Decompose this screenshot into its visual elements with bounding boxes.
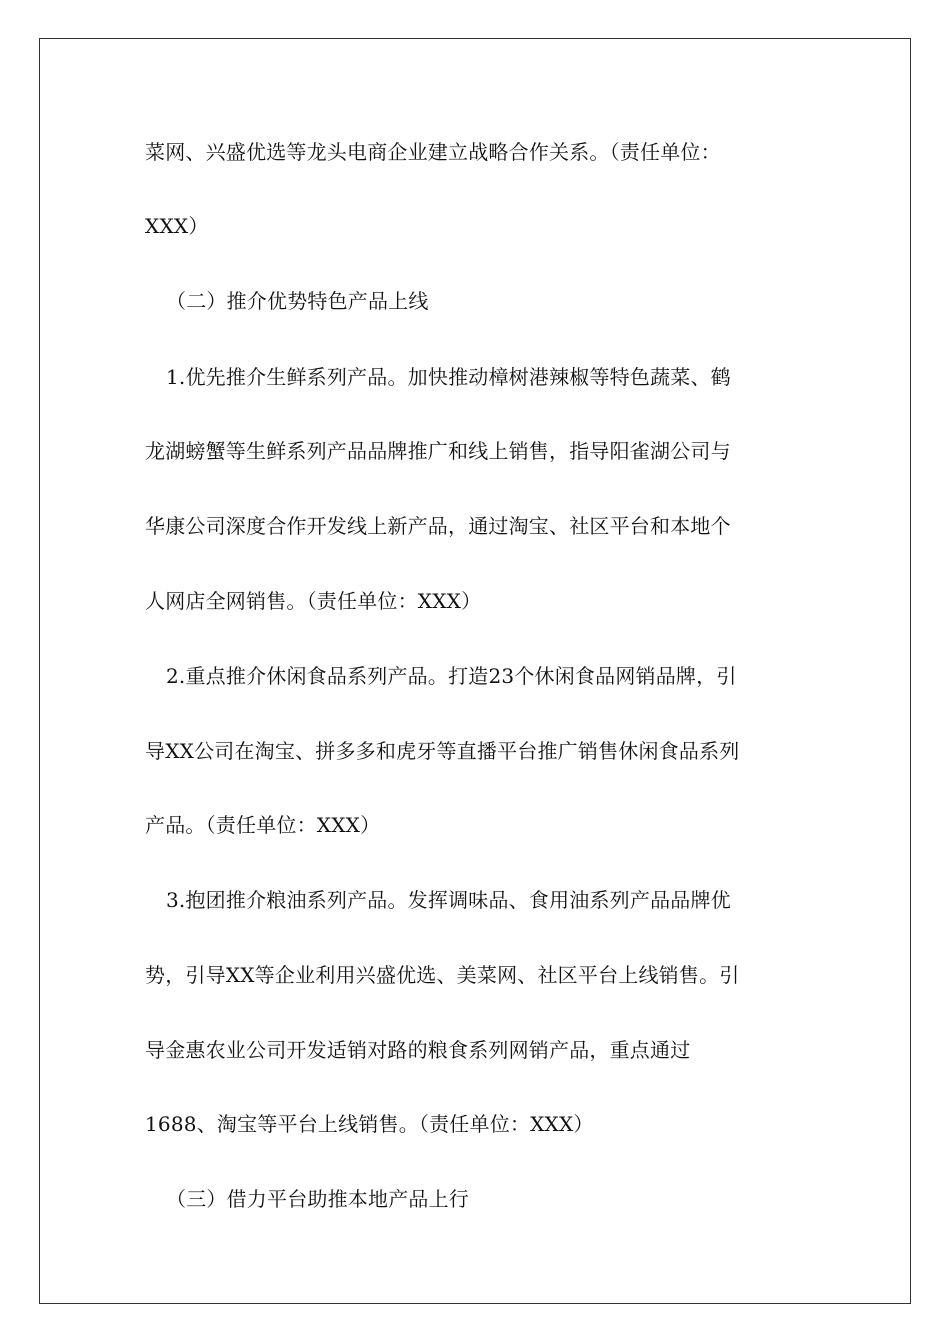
paragraph-item-1: 1.优先推介生鲜系列产品。加快推动樟树港辣椒等特色蔬菜、鹤 [166, 365, 731, 389]
body-text-line: 菜网、兴盛优选等龙头电商企业建立战略合作关系。（责任单位： [145, 140, 721, 164]
body-text-line: 导XX公司在淘宝、拼多多和虎牙等直播平台推广销售休闲食品系列 [145, 739, 740, 763]
body-text-line: 华康公司深度合作开发线上新产品，通过淘宝、社区平台和本地个 [145, 514, 731, 538]
body-text-line: 1688、淘宝等平台上线销售。（责任单位：XXX） [145, 1112, 594, 1136]
section-heading: （三）借力平台助推本地产品上行 [166, 1187, 469, 1211]
body-text-line: 势，引导XX等企业利用兴盛优选、美菜网、社区平台上线销售。引 [145, 963, 740, 987]
body-text-line: XXX） [145, 214, 209, 238]
section-heading: （二）推介优势特色产品上线 [166, 289, 429, 313]
paragraph-item-2: 2.重点推介休闲食品系列产品。打造23个休闲食品网销品牌，引 [166, 664, 737, 688]
body-text-line: 人网店全网销售。（责任单位：XXX） [145, 589, 482, 613]
body-text-line: 导金惠农业公司开发适销对路的粮食系列网销产品，重点通过 [145, 1038, 691, 1062]
body-text-line: 产品。（责任单位：XXX） [145, 813, 381, 837]
body-text-line: 龙湖螃蟹等生鲜系列产品品牌推广和线上销售，指导阳雀湖公司与 [145, 439, 731, 463]
paragraph-item-3: 3.抱团推介粮油系列产品。发挥调味品、食用油系列产品品牌优 [166, 888, 731, 912]
